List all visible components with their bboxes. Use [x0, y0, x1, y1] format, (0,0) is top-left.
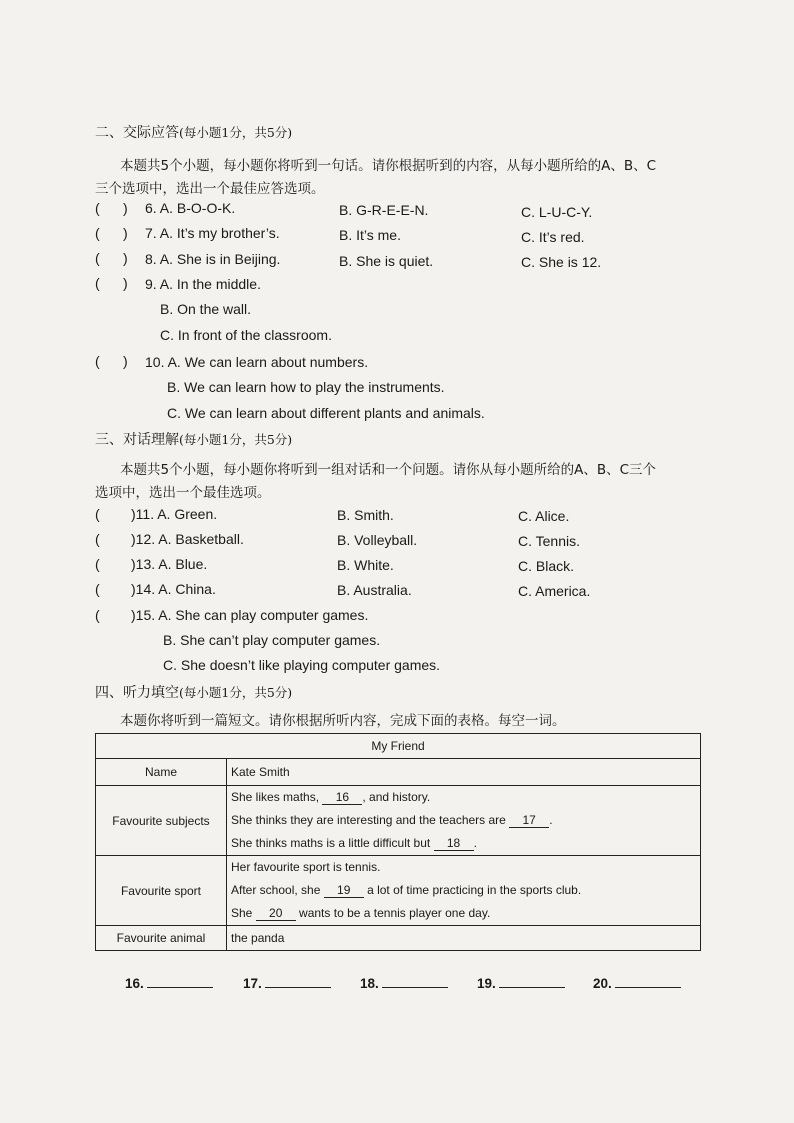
option-a: )15. A. She can play computer games.: [131, 607, 369, 623]
blank-16[interactable]: 16: [322, 790, 362, 805]
answer-18[interactable]: 18.: [360, 975, 448, 991]
name-label: Name: [96, 759, 227, 786]
section3-note: (每小题1分，共5分): [179, 432, 293, 447]
section4-intro: 本题你将听到一篇短文。请你根据所听内容，完成下面的表格。每空一词。: [120, 713, 566, 729]
answer-paren[interactable]: (: [95, 581, 123, 597]
answer-paren[interactable]: (: [95, 607, 123, 623]
blank-19[interactable]: 19: [324, 883, 364, 898]
option-a: 8. A. She is in Beijing.: [145, 251, 281, 267]
section3-intro-line2: 选项中，选出一个最佳选项。: [95, 485, 271, 501]
answer-paren[interactable]: (: [95, 556, 123, 572]
option-b: B. It’s me.: [339, 227, 401, 243]
option-a: 10. A. We can learn about numbers.: [145, 354, 369, 370]
animal-label: Favourite animal: [96, 926, 227, 951]
sport-line-3: She 20 wants to be a tennis player one day.: [231, 906, 491, 920]
option-c: C. It’s red.: [521, 229, 585, 245]
option-b: B. We can learn how to play the instruments.: [167, 379, 445, 395]
blank-17[interactable]: 17: [509, 813, 549, 828]
option-c: C. She doesn’t like playing computer games.: [163, 657, 441, 673]
animal-value: the panda: [227, 926, 701, 951]
option-b: B. Australia.: [337, 582, 412, 598]
answer-20[interactable]: 20.: [593, 975, 681, 991]
option-b: B. White.: [337, 557, 394, 573]
blank-20[interactable]: 20: [256, 906, 296, 921]
answer-17[interactable]: 17.: [243, 975, 331, 991]
option-a: )11. A. Green.: [131, 506, 218, 522]
option-c: C. Tennis.: [518, 533, 580, 549]
section2-title: 二、交际应答(每小题1分，共5分): [95, 125, 293, 141]
answer-16[interactable]: 16.: [125, 975, 213, 991]
blank-18[interactable]: 18: [434, 836, 474, 851]
answer-paren[interactable]: (: [95, 506, 123, 522]
answer-paren[interactable]: ( ): [95, 200, 128, 216]
option-a: )12. A. Basketball.: [131, 531, 244, 547]
sport-label: Favourite sport: [96, 856, 227, 926]
option-b: B. Smith.: [337, 507, 394, 523]
option-a: )14. A. China.: [131, 581, 216, 597]
subjects-line-1: She likes maths, 16 , and history.: [231, 790, 431, 804]
answer-paren[interactable]: ( ): [95, 353, 128, 369]
option-b: B. She is quiet.: [339, 253, 434, 269]
sport-line-1: Her favourite sport is tennis.: [231, 860, 381, 874]
option-c: C. In front of the classroom.: [160, 327, 332, 343]
section2-note: (每小题1分，共5分): [179, 125, 293, 140]
option-a: 7. A. It’s my brother’s.: [145, 225, 280, 241]
answer-paren[interactable]: (: [95, 531, 123, 547]
option-c: C. L-U-C-Y.: [521, 204, 593, 220]
option-b: B. On the wall.: [160, 301, 252, 317]
name-value: Kate Smith: [227, 759, 701, 786]
option-a: )13. A. Blue.: [131, 556, 208, 572]
option-c: C. Black.: [518, 558, 575, 574]
option-c: C. Alice.: [518, 508, 570, 524]
option-c: C. We can learn about different plants and animals.: [167, 405, 485, 421]
sport-cell: [227, 856, 701, 926]
option-b: B. G-R-E-E-N.: [339, 202, 429, 218]
section3-intro-line1: 本题共5个小题，每小题你将听到一组对话和一个问题。请你从每小题所给的A、B、C三个: [120, 462, 657, 478]
table-title: My Friend: [96, 734, 701, 759]
option-c: C. America.: [518, 583, 591, 599]
option-a: 6. A. B-O-O-K.: [145, 200, 236, 216]
subjects-label: Favourite subjects: [96, 786, 227, 856]
subjects-line-3: She thinks maths is a little difficult but 18 .: [231, 836, 477, 850]
sport-line-2: After school, she 19 a lot of time practicing in the sports club.: [231, 883, 582, 897]
option-b: B. Volleyball.: [337, 532, 418, 548]
option-c: C. She is 12.: [521, 254, 602, 270]
section4-note: (每小题1分，共5分): [179, 685, 293, 700]
section3-title: 三、对话理解(每小题1分，共5分): [95, 432, 293, 448]
section4-title: 四、听力填空(每小题1分，共5分): [95, 685, 293, 701]
option-a: 9. A. In the middle.: [145, 276, 261, 292]
section2-intro-line2: 三个选项中，选出一个最佳应答选项。: [95, 181, 325, 197]
answer-paren[interactable]: ( ): [95, 275, 128, 291]
answer-19[interactable]: 19.: [477, 975, 565, 991]
subjects-cell: [227, 786, 701, 856]
answer-paren[interactable]: ( ): [95, 250, 128, 266]
my-friend-table: [95, 733, 701, 951]
option-b: B. She can’t play computer games.: [163, 632, 381, 648]
subjects-line-2: She thinks they are interesting and the teachers are 17 .: [231, 813, 553, 827]
section2-intro-line1: 本题共5个小题，每小题你将听到一句话。请你根据听到的内容，从每小题所给的A、B、C: [120, 158, 657, 174]
answer-paren[interactable]: ( ): [95, 225, 128, 241]
